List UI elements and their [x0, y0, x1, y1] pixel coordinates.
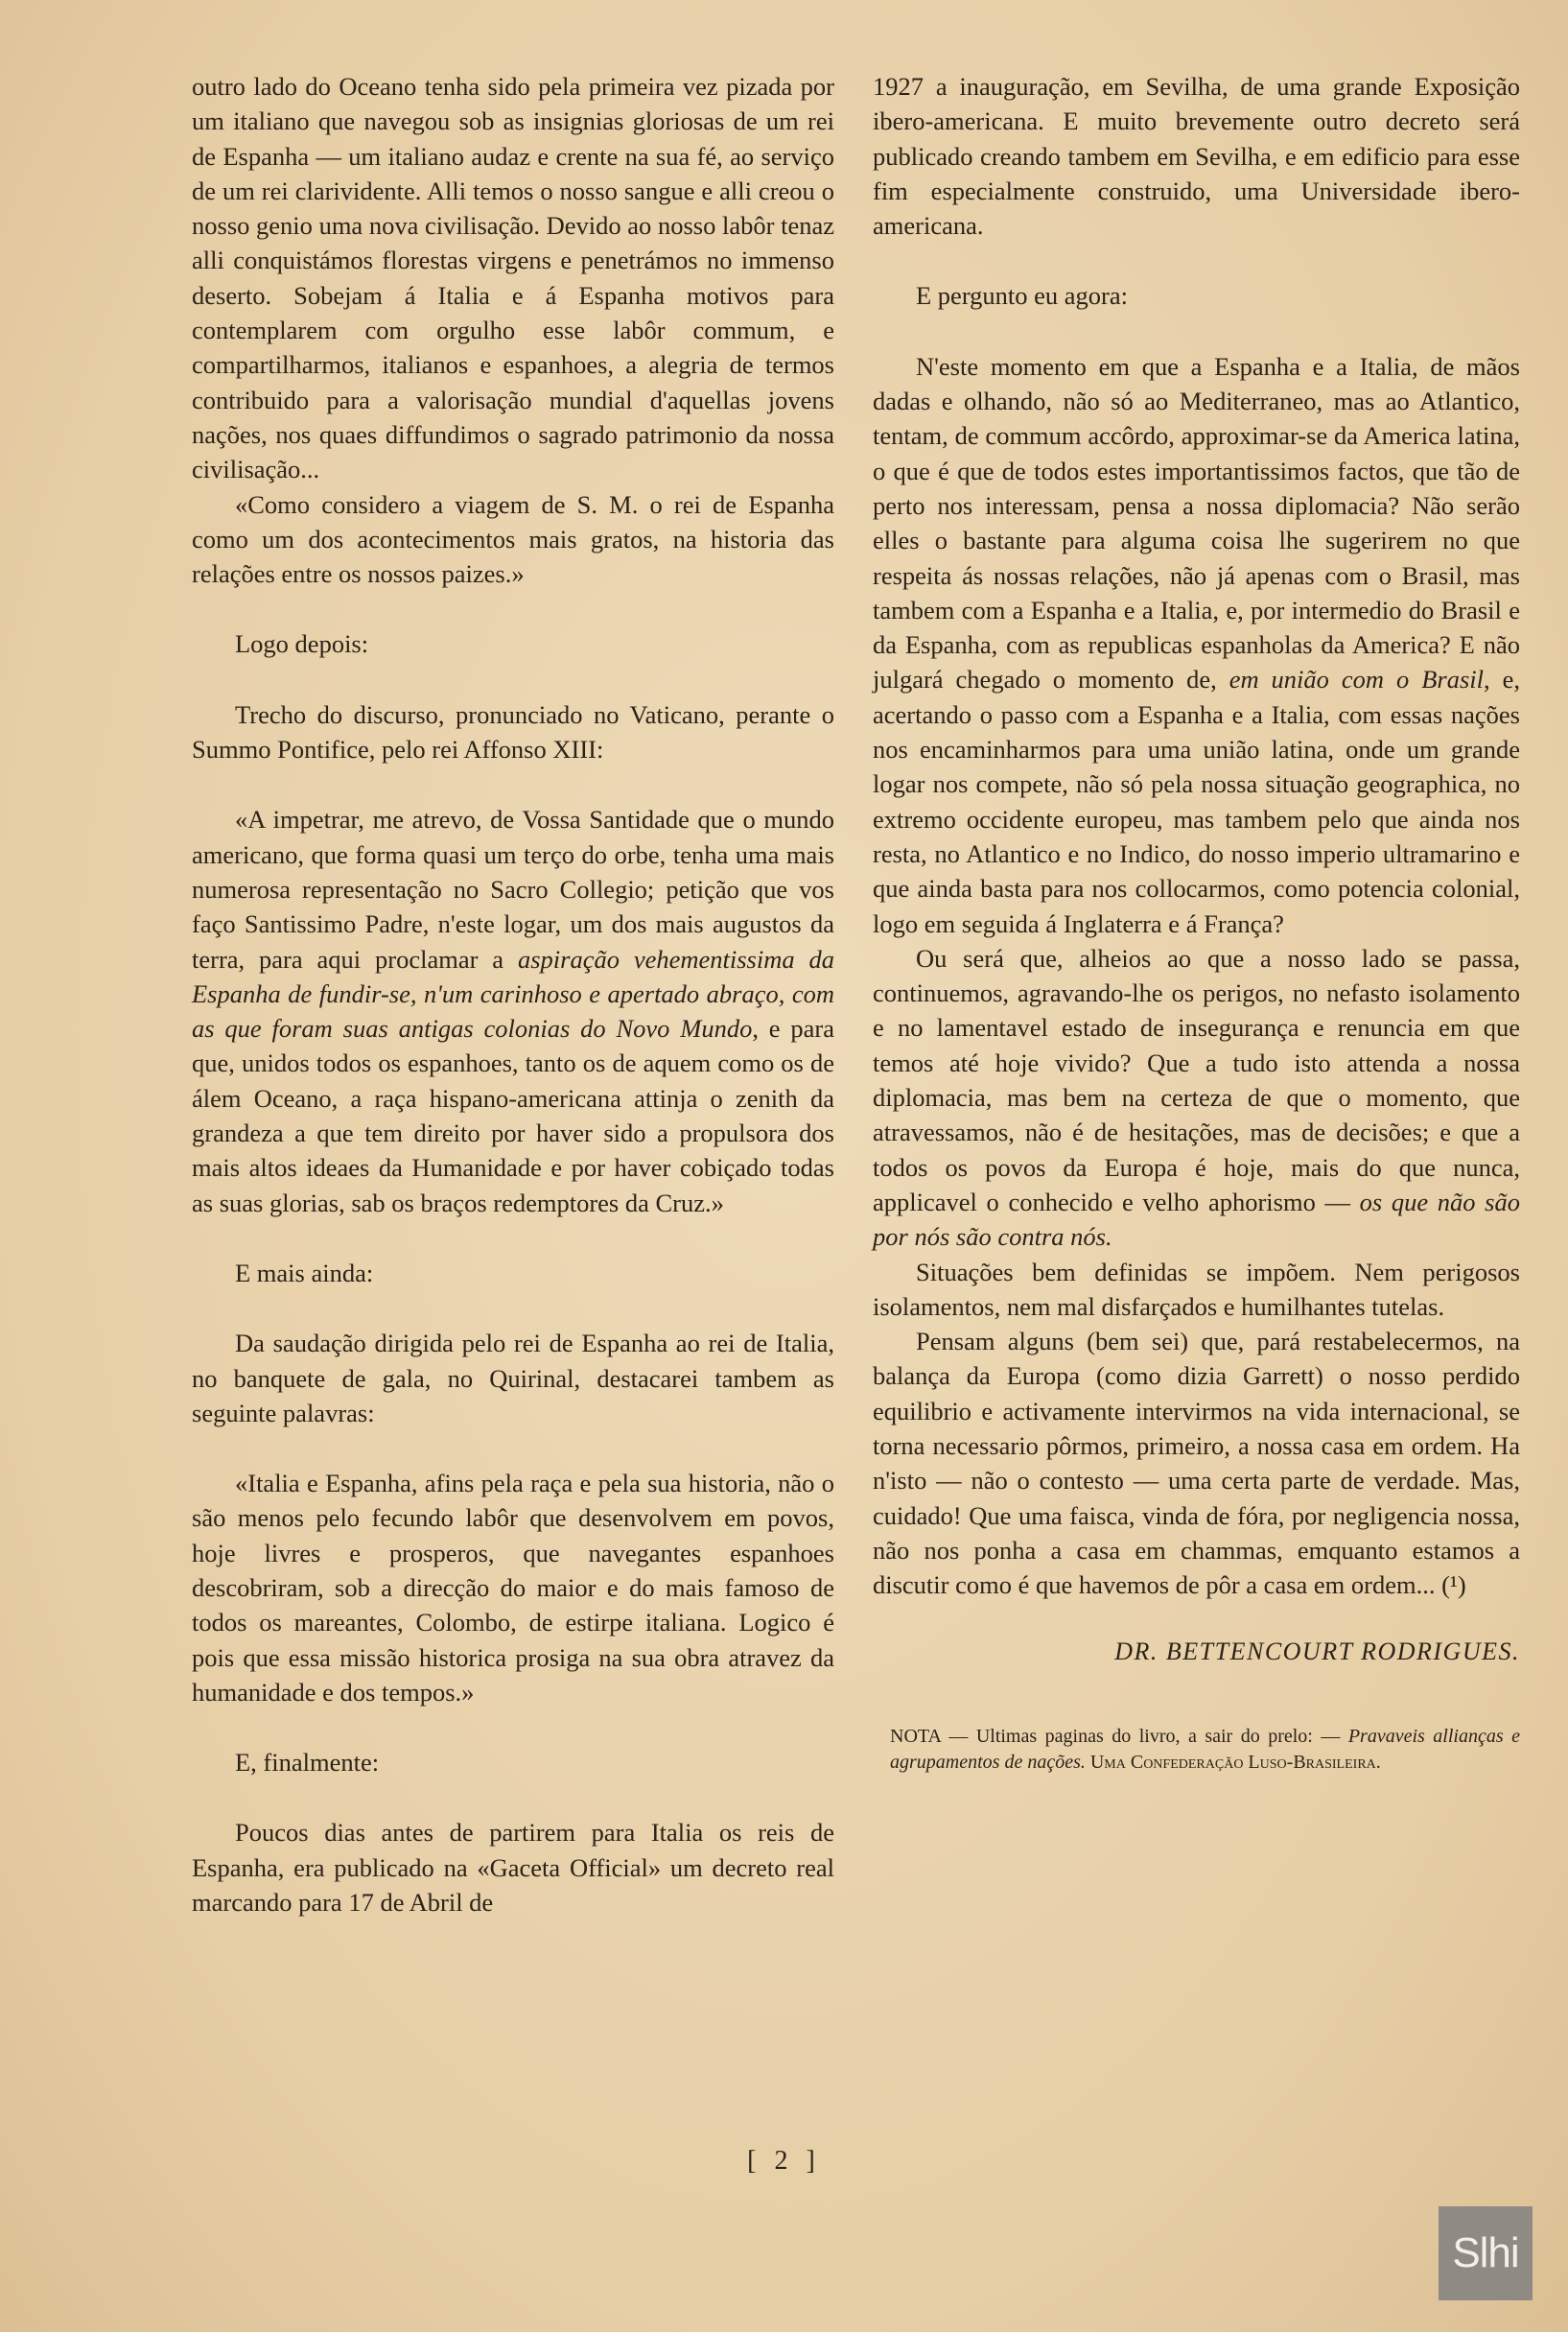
emphasis-text: em união com o Brasil	[1229, 665, 1485, 695]
paragraph: Logo depois:	[235, 629, 369, 659]
footnote: NOTA — Ultimas paginas do livro, a sair do prelo: — Pravaveis allianças e agrupamentos de nações. Uma Confederação Luso-Brasileira.	[890, 1725, 1520, 1773]
emphasis-text: aspiração vehementissima da Espanha de fundir-se, n'um carinhoso e apertado abraço, com as que foram suas antigas colonias do Novo Mundo	[192, 944, 834, 1044]
page-number: [ 2 ]	[747, 2146, 821, 2176]
emphasis-text: os que não são por nós são contra nós.	[873, 1187, 1520, 1252]
paragraph: outro lado do Oceano tenha sido pela primeira vez pizada por um italiano que navegou sob as insignias gloriosas de um rei de Espanha — um italiano audaz e crente na sua fé, ao serviço de um rei clarividente. Alli temos o nosso sangue e alli creou o nosso genio uma nova civilisação. Devido ao nosso labôr tenaz alli conquistámos florestas virgens e penetrámos no immenso deserto. Sobejam á Italia e á Espanha motivos para contemplarem com orgulho esse labôr commum, e compartilharmos, italianos e espanhoes, a alegria de termos contribuido para a valorisação mundial d'aquellas jovens nações, nos quaes diffundimos o sagrado patrimonio da nossa civilisação...	[192, 72, 834, 484]
paragraph: E pergunto eu agora:	[916, 281, 1129, 311]
paragraph: Pensam alguns (bem sei) que, pará restabelecermos, na balança da Europa (como dizia Garrett) o nosso perdido equilibrio e activamente intervirmos na vida internacional, se torna necessario pôrmos, primeiro, a nossa casa em ordem. Ha n'isto — não o contesto — uma certa parte de verdade. Mas, cuidado! Que uma faisca, vinda de fóra, por negligencia nossa, não nos ponha a casa em chammas, emquanto estamos a discutir como é que havemos de pôr a casa em ordem... (¹)	[873, 1327, 1520, 1600]
quote-paragraph: «A impetrar, me atrevo, de Vossa Santidade que o mundo americano, que forma quasi um terço do orbe, tenha uma mais numerosa representação no Sacro Collegio; petição que vos faço Santissimo Padre, n'este logar, um dos mais augustos da terra, para aqui proclamar a aspiração vehementissima da Espanha de fundir-se, n'um carinhoso e apertado abraço, com as que foram suas antigas colonias do Novo Mundo, e para que, unidos todos os espanhoes, tanto os de aquem como os de álem Oceano, a raça hispano-americana attinja o zenith da grandeza a que tem direito por haver sido a propulsora dos mais altos ideaes da Humanidade e por haver cobiçado todas as suas glorias, sab os braços redemptores da Cruz.»	[192, 805, 834, 1217]
left-column	[192, 69, 834, 1920]
paragraph: Da saudação dirigida pelo rei de Espanha ao rei de Italia, no banquete de gala, no Quirinal, destacarei tambem as seguinte palavras:	[192, 1329, 834, 1427]
paragraph: 1927 a inauguração, em Sevilha, de uma grande Exposição ibero-americana. E muito brevemente outro decreto será publicado creando tambem em Sevilha, e em edificio para esse fim especialmente construido, uma Universidade ibero-americana.	[873, 72, 1520, 241]
paragraph: Ou será que, alheios ao que a nosso lado se passa, continuemos, agravando-lhe os perigos, no nefasto isolamento e no lamentavel estado de insegurança e renuncia em que temos até hoje vivido? Que a tudo isto attenda a nossa diplomacia, mas bem na certeza de que o momento, que atravessamos, não é de hesitações, mas de decisões; e que a todos os povos da Europa é hoje, mais do que nunca, applicavel o conhecido e velho aphorismo — os que não são por nós são contra nós.	[873, 943, 1520, 1252]
paragraph: «Como considero a viagem de S. M. o rei de Espanha como um dos acontecimentos mais gratos, na historia das relações entre os nossos paizes.»	[192, 489, 834, 589]
paragraph: Situações bem definidas se impõem. Nem perigosos isolamentos, nem mal disfarçados e humilhantes tutelas.	[873, 1257, 1520, 1321]
paragraph: Trecho do discurso, pronunciado no Vaticano, perante o Summo Pontifice, pelo rei Affonso XIII:	[192, 699, 834, 765]
footnote-italic: Pravaveis allianças e agrupamentos de nações.	[890, 1725, 1520, 1773]
paragraph: N'este momento em que a Espanha e a Italia, de mãos dadas e olhando, não só ao Mediterraneo, mas ao Atlantico, tentam, de commum accôrdo, approximar-se da America latina, o que é que de todos estes importantissimos factos, que tão de perto nos interessam, pensa a nossa diplomacia? Não serão elles o bastante para alguma coisa lhe sugerirem no que respeita ás nossas relações, não já apenas com o Brasil, mas tambem com a Espanha e a Italia, e, por intermedio do Brasil e da Espanha, com as republicas espanholas da America? E não julgará chegado o momento de, em união com o Brasil, e, acertando o passo com a Espanha e a Italia, com essas nações nos encaminharmos para uma união latina, onde um grande logar nos compete, não só pela nossa situação geographica, no extremo occidente europeu, mas tambem pelo que ainda nos resta, no Atlantico e no Indico, do nosso imperio ultramarino e que ainda basta para nos collocarmos, como potencia colonial, logo em seguida á Inglaterra e á França?	[873, 351, 1520, 938]
library-logo: Slhi	[1439, 2206, 1533, 2300]
right-column	[873, 69, 1520, 1776]
paragraph: Poucos dias antes de partirem para Italia os reis de Espanha, era publicado na «Gaceta Official» um decreto real marcando para 17 de Abril de	[192, 1818, 834, 1918]
quote-paragraph: «Italia e Espanha, afins pela raça e pela sua historia, não o são menos pelo fecundo labôr que desenvolvem em povos, hoje livres e prosperos, que navegantes espanhoes descobriram, sob a direcção do maior e do mais famoso de todos os mareantes, Colombo, de estirpe italiana. Logico é pois que essa missão historica prosiga na sua obra atravez da humanidade e dos tempos.»	[192, 1469, 834, 1707]
author-signature: DR. BETTENCOURT RODRIGUES.	[1114, 1637, 1520, 1666]
paragraph: E mais ainda:	[235, 1258, 374, 1287]
paragraph: E, finalmente:	[235, 1748, 380, 1778]
footnote-caps: Uma Confederação Luso-Brasileira.	[1089, 1751, 1381, 1773]
